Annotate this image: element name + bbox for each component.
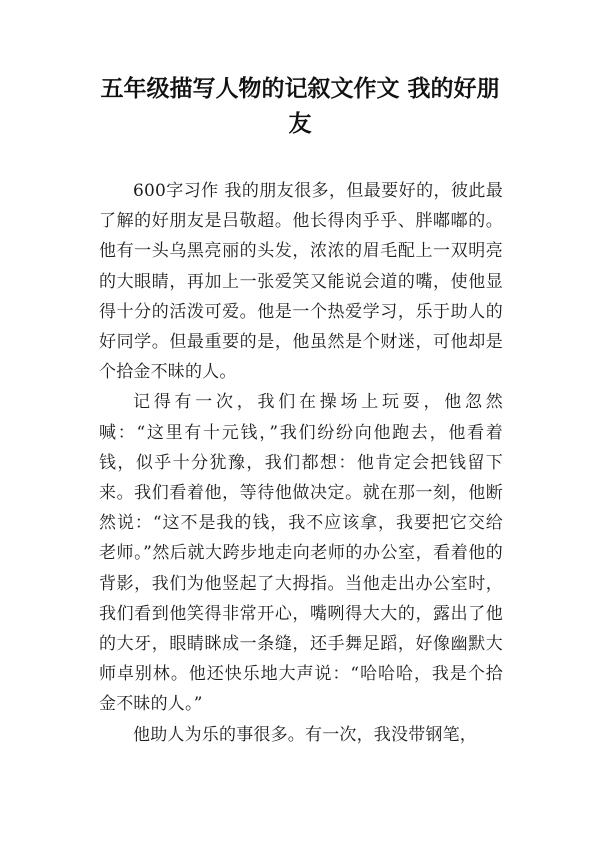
document-title: 五年级描写人物的记叙文作文 我的好朋友	[100, 76, 500, 137]
paragraph-intro: 600字习作 我的朋友很多，但最要好的，彼此最了解的好朋友是吕敬超。他长得肉乎乎、胖嘟嘟的。他有一头乌黑亮丽的头发，浓浓的眉毛配上一双明亮的大眼睛，再加上一张爱笑又能说会道的嘴，使他显得十分的活泼可爱。他是一个热爱学习，乐于助人的好同学。但最重要的是，他虽然是个财迷，可他却是个拾金不昧的人。	[99, 181, 503, 383]
paragraph-helping: 他助人为乐的事很多。有一次，我没带钢笔，	[133, 724, 477, 745]
paragraph-story: 记得有一次，我们在操场上玩耍，他忽然喊：“这里有十元钱，”我们纷纷向他跑去，他看着钱，似乎十分犹豫，我们都想：他肯定会把钱留下来。我们看着他，等待他做决定。就在那一刻，他断然说：“这不是我的钱，我不应该拿，我要把它交给老师。”然后就大跨步地走向老师的办公室，看着他的背影，我们为他竖起了大拇指。当他走出办公室时，我们看到他笑得非常开心，嘴咧得大大的，露出了他的大牙，眼睛眯成一条缝，还手舞足蹈，好像幽默大师卓别林。他还快乐地大声说：“哈哈哈，我是个拾金不昧的人。”	[99, 392, 503, 715]
document-body	[99, 176, 503, 750]
